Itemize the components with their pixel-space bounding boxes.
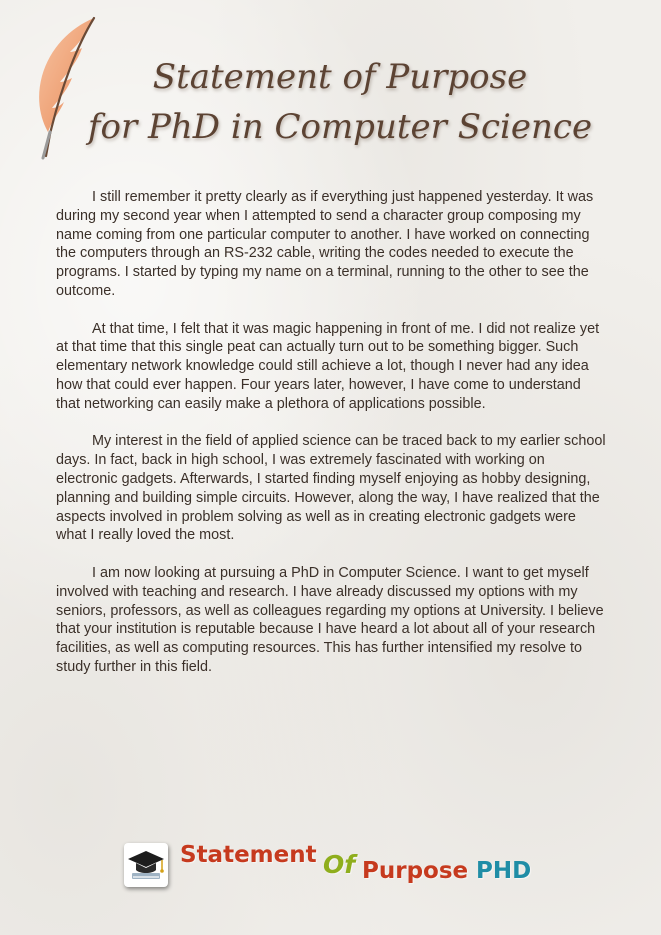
paragraph-3: My interest in the field of applied science can be traced back to my earlier school days. In fact, back in high school, I was extremely fascinated with working on electronic gadgets. Afterwards, I started finding myself enjoying as hobby designing, planning and building simple circuits. However, along the way, I have realized that the aspects involved in problem solving as well as in creating electronic gadgets were what I really loved the most. bbox=[56, 433, 606, 544]
paragraph-2: At that time, I felt that it was magic happening in front of me. I did not realize yet at that time that this single peat can actually turn out to be something bigger. Such elementary network knowledge could still achieve a lot, though I never had any idea how that could ever happen. Four years later, however, I have come to understand that networking can easily make a plethora of applications possible. bbox=[56, 320, 600, 412]
page-title bbox=[60, 52, 620, 152]
paragraph-1: I still remember it pretty clearly as if everything just happened yesterday. It was during my second year when I attempted to send a character group composing my name coming from one particular computer to another. I have worked on connecting the computers through an RS-232 cable, writing the codes needed to execute the programs. I started by typing my name on a terminal, running to the other to see the outcome. bbox=[56, 189, 594, 299]
paragraph-4: I am now looking at pursuing a PhD in Computer Science. I want to get myself involved with teaching and research. I have already discussed my options with my seniors, professors, as well as colleagues regarding my options at University. I believe that your institution is reputable because I have heard a lot about all of your research facilities, as well as computing resources. This has further intensified my resolve to study further in this field. bbox=[56, 564, 604, 675]
brand-logo bbox=[124, 838, 544, 898]
logo-word-of: Of bbox=[323, 850, 356, 879]
logo-word-purpose: Purpose bbox=[362, 858, 469, 884]
logo-word-phd: PHD bbox=[476, 858, 532, 884]
statement-body bbox=[56, 188, 606, 696]
title-line-2: for PhD in Computer Science bbox=[87, 107, 593, 147]
graduation-cap-icon bbox=[124, 843, 168, 887]
logo-word-statement: Statement bbox=[180, 842, 317, 868]
title-line-1: Statement of Purpose bbox=[152, 57, 528, 97]
logo-icon-tile bbox=[124, 843, 168, 887]
